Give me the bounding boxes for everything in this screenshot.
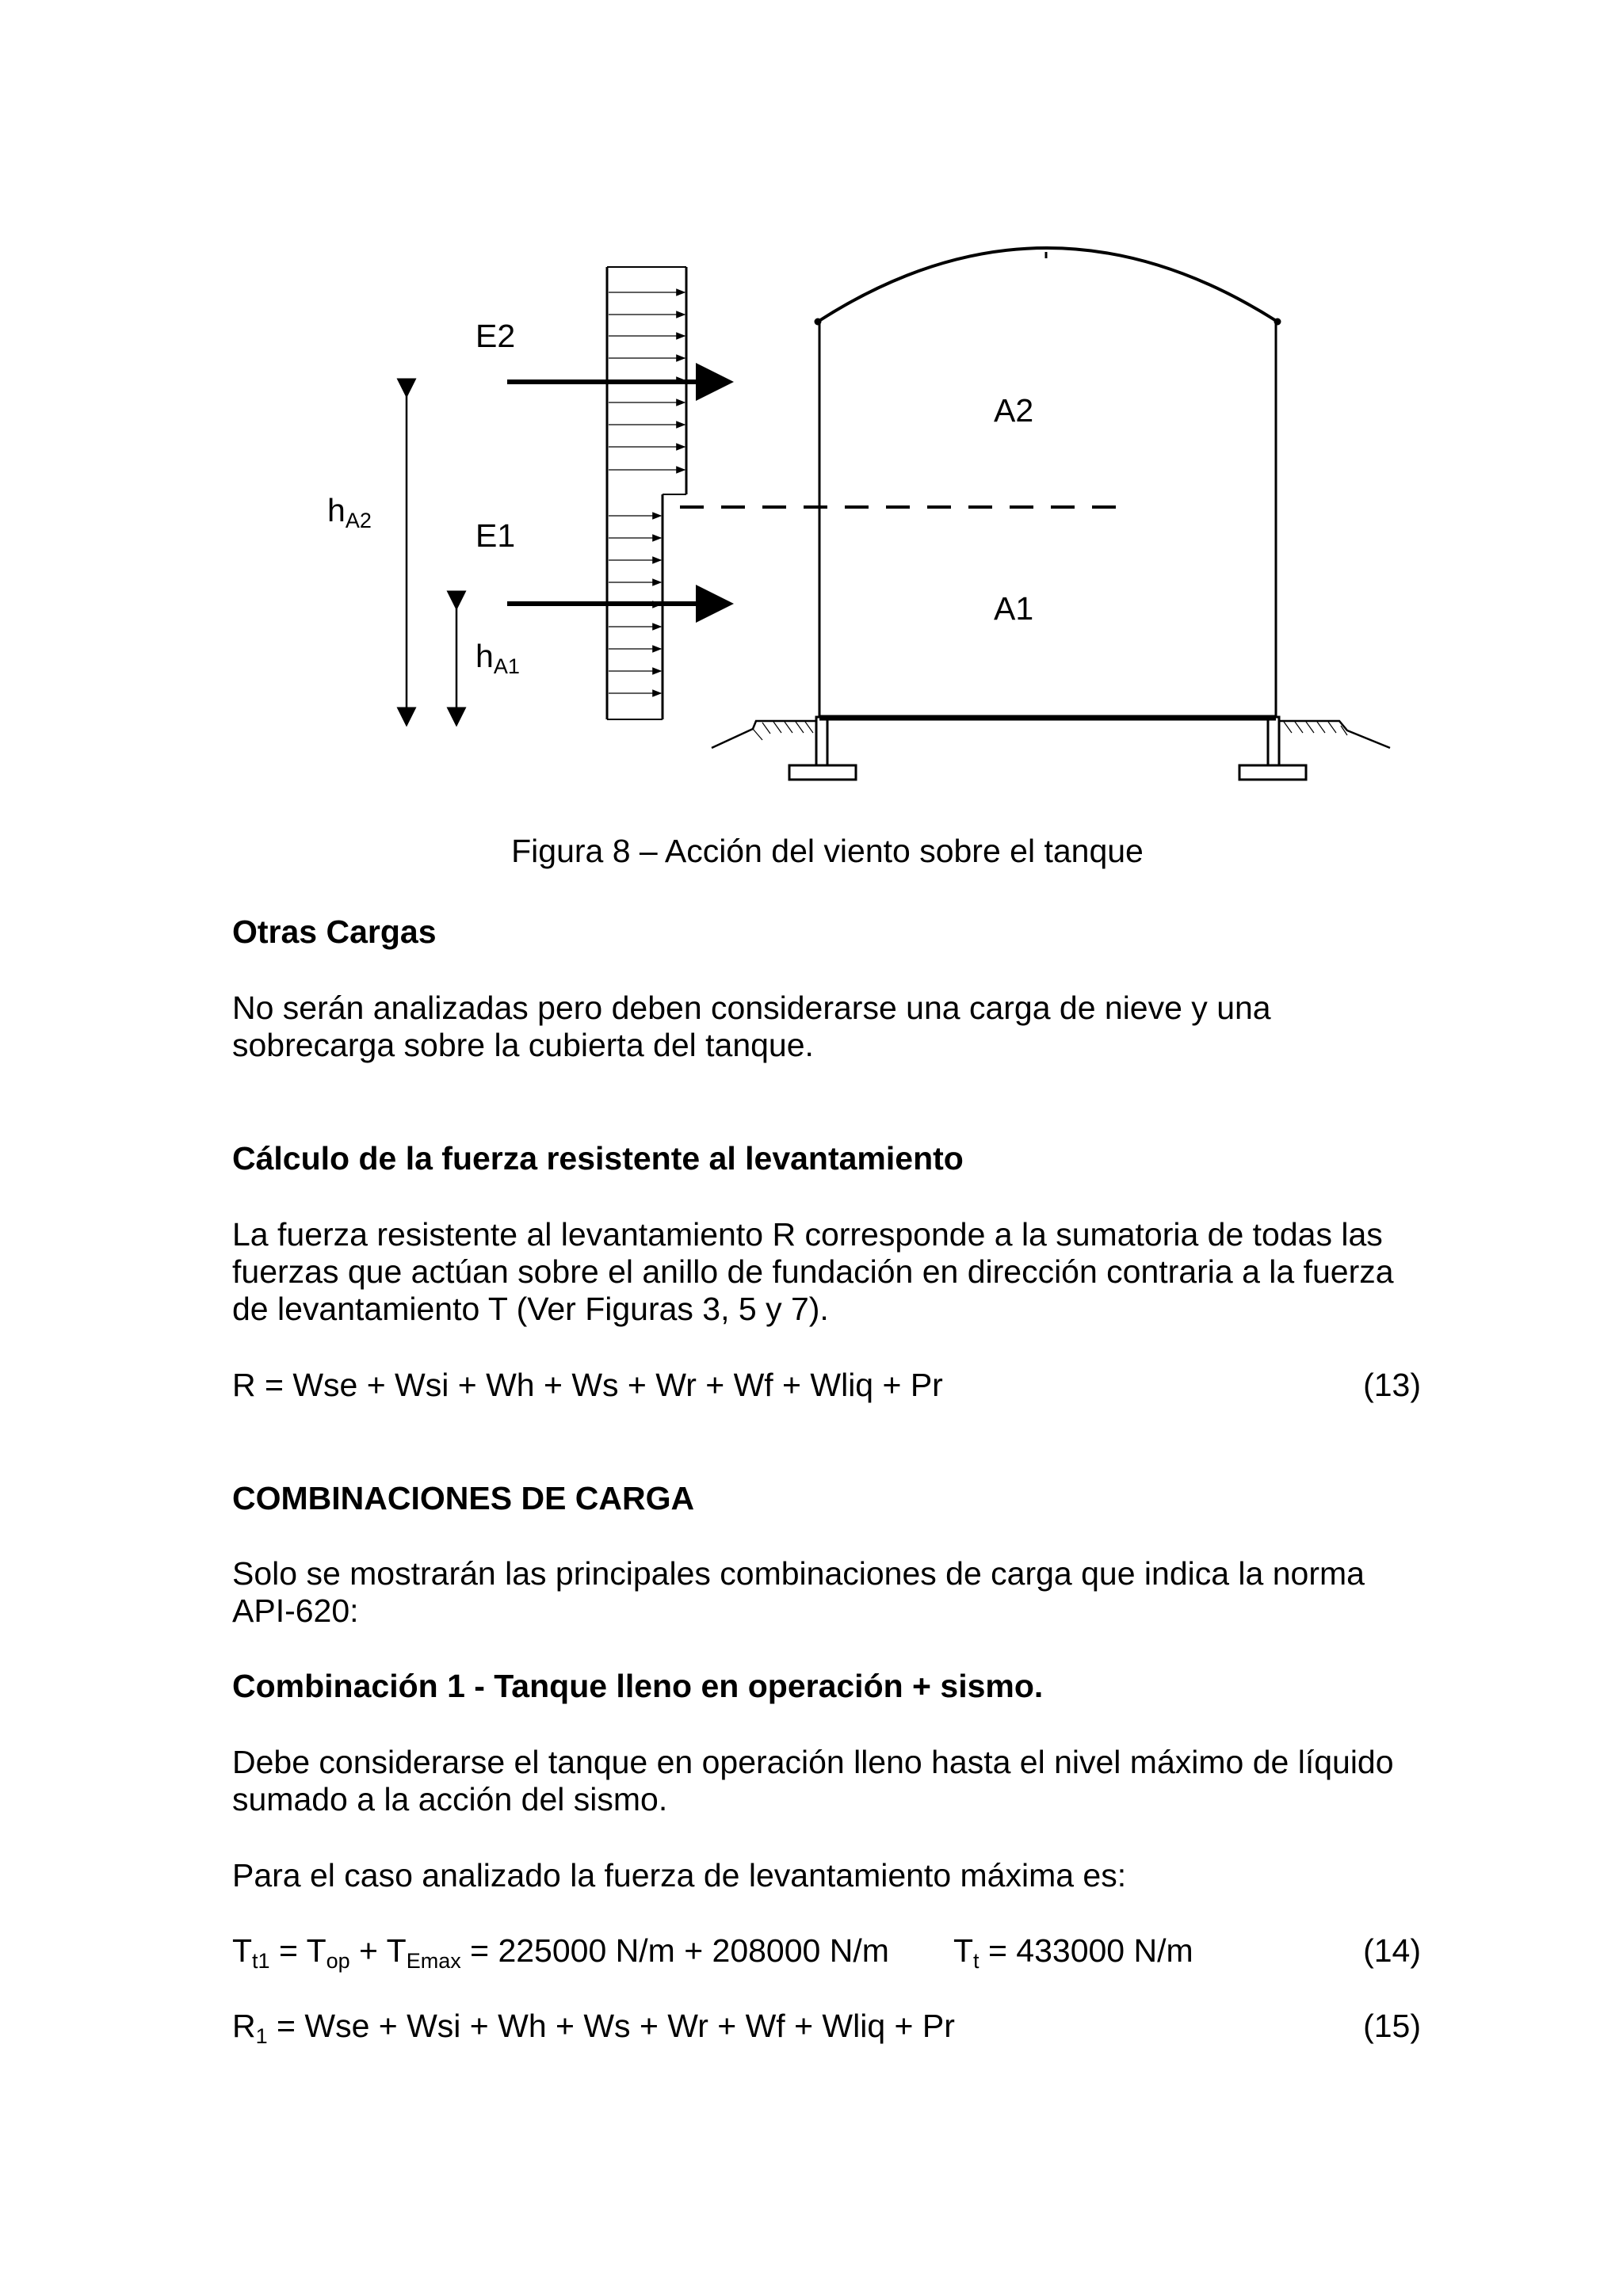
calculo-line-2: fuerzas que actúan sobre el anillo de fundación en dirección contraria a la fuerza: [232, 1253, 1394, 1290]
foundation-left: [712, 717, 856, 780]
wind-action-figure: [0, 0, 1623, 824]
combinacion-1-line-2: sumado a la acción del sismo.: [232, 1781, 668, 1817]
combinaciones-heading: COMBINACIONES DE CARGA: [232, 1480, 695, 1516]
equation-13-number: (13): [1363, 1367, 1421, 1403]
calculo-heading: Cálculo de la fuerza resistente al levantamiento: [232, 1140, 964, 1177]
e2-label: E2: [475, 318, 516, 354]
otras-cargas-line-2: sobrecarga sobre la cubierta del tanque.: [232, 1027, 814, 1063]
equation-15-number: (15): [1363, 2008, 1421, 2044]
combinacion-1-heading: Combinación 1 - Tanque lleno en operación + sismo.: [232, 1668, 1044, 1704]
equation-14-total: $T_t = 433000$ N/m: [953, 1932, 1193, 1973]
combinaciones-line-2: API-620:: [232, 1592, 359, 1629]
calculo-line-3: de levantamiento T (Ver Figuras 3, 5 y 7).: [232, 1291, 829, 1327]
equation-14: [232, 1932, 1421, 1973]
ha1-label: hA1: [475, 638, 520, 678]
otras-cargas-line-1: No serán analizadas pero deben considerarse una carga de nieve y una: [232, 990, 1271, 1026]
figure-caption-text: Figura 8 – Acción del viento sobre el tanque: [511, 833, 1144, 869]
figure-caption: [0, 833, 1623, 870]
otras-cargas-heading: Otras Cargas: [232, 913, 437, 950]
equation-15: [232, 2008, 1421, 2048]
a2-label: A2: [994, 392, 1034, 429]
e1-label: E1: [475, 517, 516, 554]
combinacion-1-line-1: Debe considerarse el tanque en operación lleno hasta el nivel máximo de líquido: [232, 1744, 1394, 1780]
wind-pressure-diagram: [607, 267, 686, 719]
combinaciones-line-1: Solo se mostrarán las principales combinaciones de carga que indica la norma: [232, 1555, 1365, 1592]
equation-14-lhs: $T_{t1} = T_{op} + T_{Emax} = 225000$ N/m + 208000 N/m: [232, 1932, 889, 1973]
equation-14-number: (14): [1363, 1932, 1421, 1969]
equation-13: [232, 1367, 1421, 1404]
ha2-label: hA2: [327, 492, 372, 532]
equation-13-text: R = Wse + Wsi + Wh + Ws + Wr + Wf + Wliq + Pr: [232, 1367, 943, 1403]
calculo-line-1: La fuerza resistente al levantamiento R corresponde a la sumatoria de todas las: [232, 1216, 1383, 1253]
a1-label: A1: [994, 590, 1034, 627]
foundation-right: [1239, 717, 1390, 780]
equation-15-text: $R_1$ = Wse + Wsi + Wh + Ws + Wr + Wf + Wliq + Pr: [232, 2008, 955, 2048]
combinacion-1-intro: Para el caso analizado la fuerza de levantamiento máxima es:: [232, 1857, 1127, 1894]
tank-outline: [680, 248, 1281, 718]
